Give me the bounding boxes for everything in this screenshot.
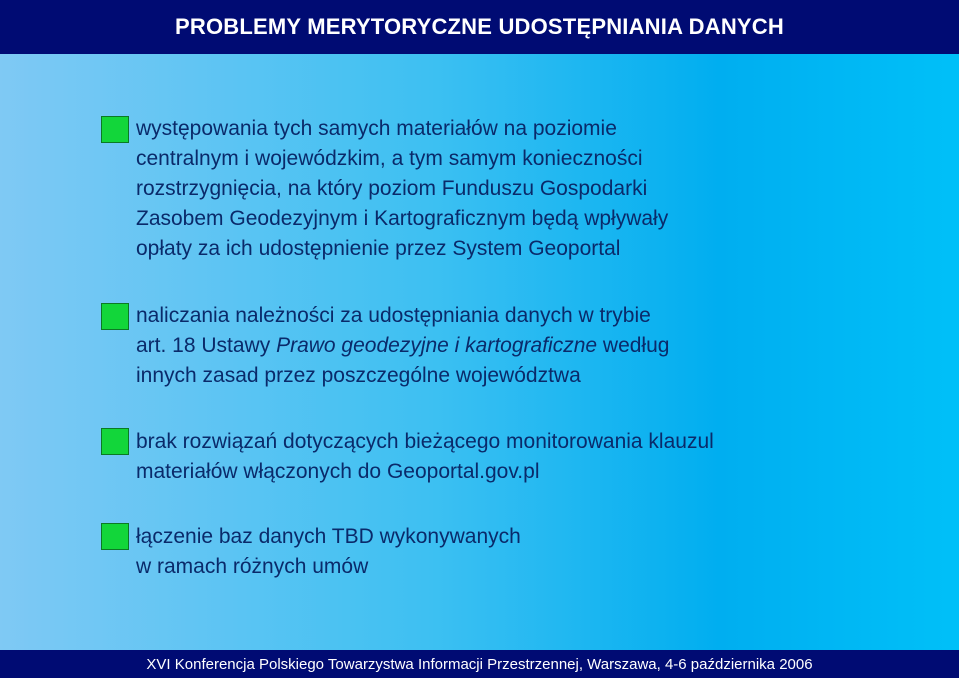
footer-text: XVI Konferencja Polskiego Towarzystwa Informacji Przestrzennej, Warszawa, 4-6 października 2006 xyxy=(146,655,813,673)
bullet-square-4 xyxy=(101,523,129,550)
bullet-item-2-line-1: naliczania należności za udostępniania danych w trybie xyxy=(136,304,651,327)
bullet-item-2-line-3: innych zasad przez poszczególne województwa xyxy=(136,364,581,387)
slide-header xyxy=(0,0,959,54)
bullet-item-1-line-3: rozstrzygnięcia, na który poziom Funduszu Gospodarki xyxy=(136,177,648,200)
bullet-item-2-line-2 xyxy=(136,331,936,361)
slide-footer xyxy=(0,650,959,678)
bullet-item-1-line-1: występowania tych samych materiałów na poziomie xyxy=(136,117,617,140)
bullet-item-1 xyxy=(136,114,936,264)
bullet-item-4 xyxy=(136,522,936,582)
bullet-square-1 xyxy=(101,116,129,143)
bullet-item-3-line-2: materiałów włączonych do Geoportal.gov.pl xyxy=(136,460,540,483)
bullet-item-1-line-4: Zasobem Geodezyjnym i Kartograficznym będą wpływały xyxy=(136,207,669,230)
bullet-item-2 xyxy=(136,301,936,391)
bullet-item-2-line-2-post: według xyxy=(597,334,670,357)
bullet-item-3 xyxy=(136,427,936,487)
slide-title: PROBLEMY MERYTORYCZNE UDOSTĘPNIANIA DANYCH xyxy=(175,14,784,39)
bullet-square-3 xyxy=(101,428,129,455)
bullet-item-2-line-2-pre: art. 18 Ustawy xyxy=(136,334,277,357)
law-title: Prawo geodezyjne i kartograficzne xyxy=(276,334,598,357)
bullet-item-4-line-1: łączenie baz danych TBD wykonywanych xyxy=(136,525,521,548)
bullet-item-4-line-2: w ramach różnych umów xyxy=(136,555,369,578)
bullet-item-1-line-2: centralnym i wojewódzkim, a tym samym konieczności xyxy=(136,147,643,170)
bullet-square-2 xyxy=(101,303,129,330)
bullet-item-1-line-5: opłaty za ich udostępnienie przez System Geoportal xyxy=(136,237,621,260)
bullet-item-3-line-1: brak rozwiązań dotyczących bieżącego monitorowania klauzul xyxy=(136,430,714,453)
